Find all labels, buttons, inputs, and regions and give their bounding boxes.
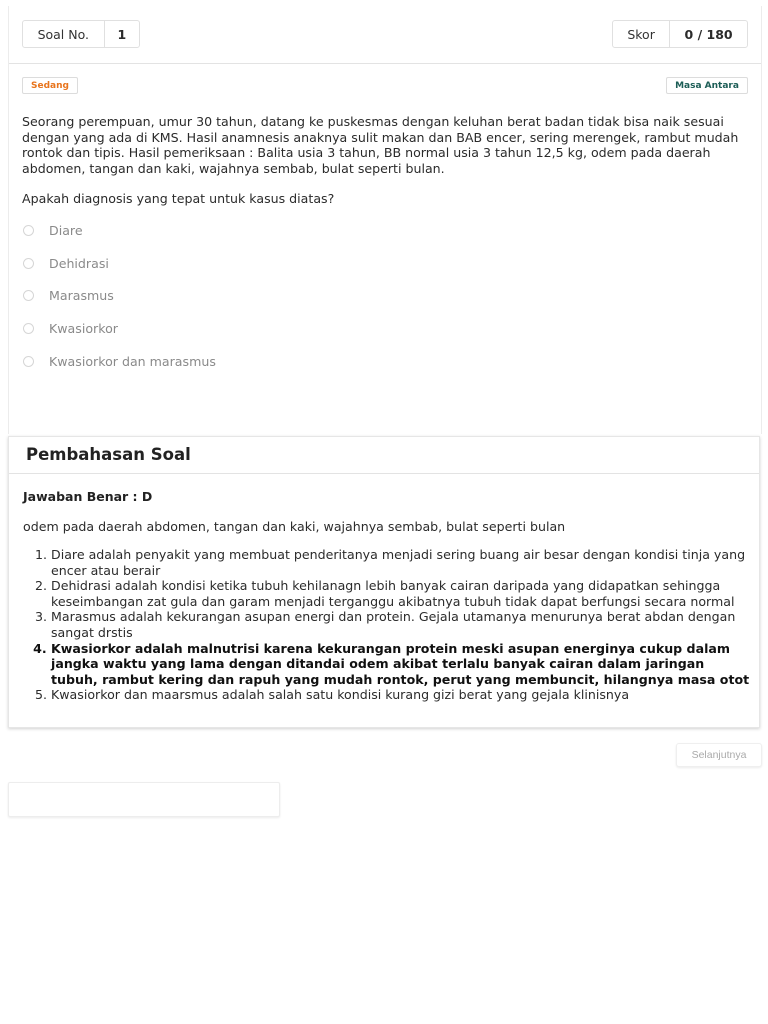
radio-button[interactable]	[23, 290, 34, 301]
explanation-item: 5. Kwasiorkor dan maarsmus adalah salah satu kondisi kurang gizi berat yang gejala klinisnya	[51, 687, 753, 703]
option-label: Diare	[49, 222, 83, 238]
discussion-title: Pembahasan Soal	[26, 445, 191, 464]
radio-button[interactable]	[23, 356, 34, 367]
question-number-value: 1	[104, 21, 139, 47]
explanation-item: 1. Diare adalah penyakit yang membuat penderitanya menjadi sering buang air besar dengan kondisi tinja yang encer atau berair	[51, 547, 753, 578]
option-label: Kwasiorkor	[49, 320, 118, 336]
score-box	[612, 20, 748, 48]
option-b[interactable]	[22, 254, 109, 272]
answer-summary: odem pada daerah abdomen, tangan dan kaki, wajahnya sembab, bulat seperti bulan	[23, 519, 566, 534]
explanation-item: 3. Marasmus adalah kekurangan asupan energi dan protein. Gejala utamanya menurunya berat abdan dengan sangat drstis	[51, 609, 753, 640]
difficulty-badge: Sedang	[22, 77, 78, 94]
option-label: Marasmus	[49, 287, 114, 303]
question-number-box	[22, 20, 140, 48]
next-button[interactable]: Selanjutnya	[676, 743, 762, 767]
question-text: Seorang perempuan, umur 30 tahun, datang ke puskesmas dengan keluhan berat badan tidak bisa naik sesuai dengan yang ada di KMS. Hasil anamnesis anaknya sulit makan dan BAB encer, sering merengek, rambut mudah rontok dan tipis. Hasil pemeriksaan : Balita usia 3 tahun, BB normal usia 3 tahun 12,5 kg, odem pada daerah abdomen, tangan dan kaki, wajahnya sembab, bulat seperti bulan.	[22, 114, 739, 176]
radio-button[interactable]	[23, 225, 34, 236]
option-e[interactable]	[22, 352, 216, 370]
discussion-panel	[8, 436, 760, 728]
option-label: Kwasiorkor dan marasmus	[49, 353, 216, 369]
explanation-list	[23, 547, 753, 703]
score-value: 0 / 180	[669, 21, 747, 47]
question-navigator-panel	[8, 782, 280, 817]
question-prompt: Apakah diagnosis yang tepat untuk kasus diatas?	[22, 191, 335, 206]
option-c[interactable]	[22, 286, 114, 304]
category-badge: Masa Antara	[666, 77, 748, 94]
option-d[interactable]	[22, 319, 118, 337]
explanation-item: 2. Dehidrasi adalah kondisi ketika tubuh kehilanagn lebih banyak cairan daripada yang didapatkan sehingga keseimbangan zat gula dan garam menjadi terganggu akibatnya tubuh tidak dapat berfungsi secara normal	[51, 578, 753, 609]
explanation-item-correct: 4. Kwasiorkor adalah malnutrisi karena kekurangan protein meski asupan energinya cukup dalam jangka waktu yang lama dengan ditandai odem akibat terlalu banyak cairan dalam jaringan tubuh, rambut kering dan rapuh yang mudah rontok, perut yang membuncit, hilangnya masa otot	[51, 641, 753, 688]
score-label: Skor	[627, 26, 655, 42]
option-a[interactable]	[22, 221, 83, 239]
discussion-header	[9, 437, 759, 474]
question-header	[9, 6, 761, 64]
radio-button[interactable]	[23, 258, 34, 269]
question-number-label: Soal No.	[37, 26, 90, 42]
correct-answer: Jawaban Benar : D	[23, 489, 153, 504]
question-card	[8, 6, 762, 434]
option-label: Dehidrasi	[49, 255, 109, 271]
radio-button[interactable]	[23, 323, 34, 334]
